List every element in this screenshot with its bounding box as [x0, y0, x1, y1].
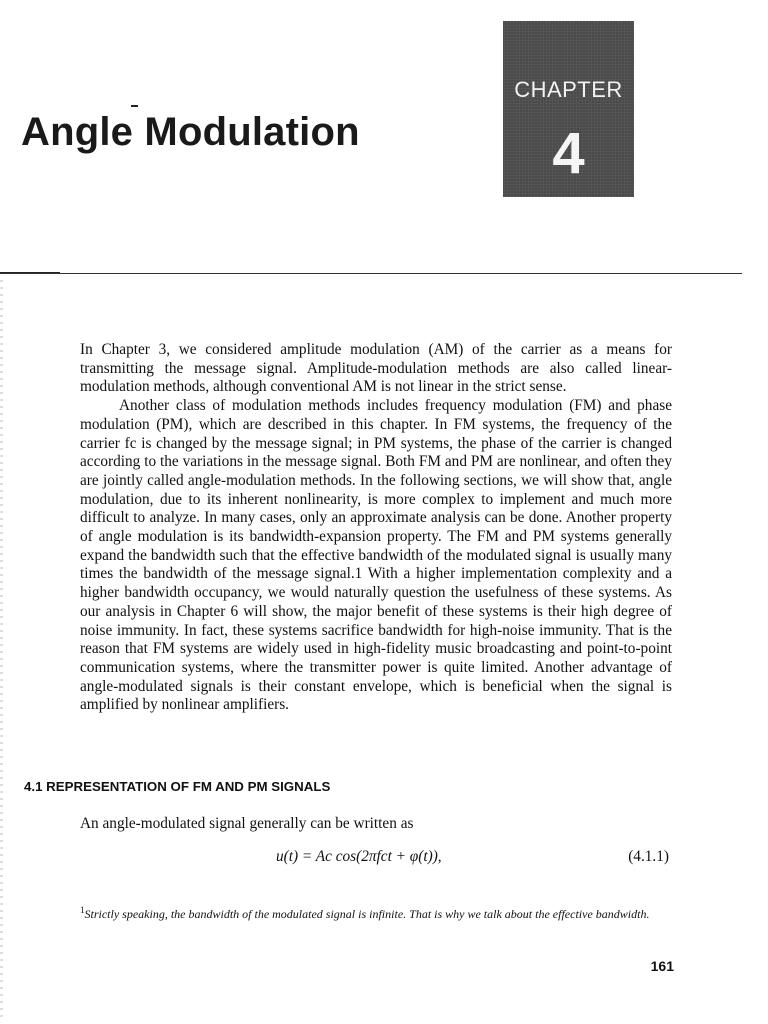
footnote-marker: 1	[80, 905, 85, 915]
chapter-title: Angle Modulation	[21, 110, 360, 154]
scan-edge	[0, 280, 3, 1020]
chapter-badge	[503, 21, 634, 197]
footnote-text: Strictly speaking, the bandwidth of the modulated signal is infinite. That is why we talk about the effective bandwidth.	[84, 907, 650, 921]
intro-paragraph: Another class of modulation methods includes frequency modulation (FM) and phase modulation (PM), which are described in this chapter. In FM systems, the frequency of the carrier fc is changed by the message signal; in PM systems, the phase of the carrier is changed according to the variations in the message signal. Both FM and PM are nonlinear, and often they are jointly called angle-modulation methods. In the following sections, we will show that, angle modulation, due to its inherent nonlinearity, is more complex to implement and much more difficult to analyze. In many cases, only an approximate analysis can be done. Another property of angle modulation is its bandwidth-expansion property. The FM and PM systems generally expand the bandwidth such that the effective bandwidth of the modulated signal is usually many times the bandwidth of the message signal.1 With a higher implementation complexity and a higher bandwidth occupancy, we would naturally question the usefulness of these systems. As our analysis in Chapter 6 will show, the major benefit of these systems is their high degree of noise immunity. In fact, these systems sacrifice bandwidth for high-noise immunity. That is the reason that FM systems are widely used in high-fidelity music broadcasting and point-to-point communication systems, where the transmitter power is quite limited. Another advantage of angle-modulated signals is their constant envelope, which is beneficial when the signal is amplified by nonlinear amplifiers.	[80, 397, 672, 714]
section-text: An angle-modulated signal generally can be written as	[80, 815, 414, 832]
section-heading: 4.1 REPRESENTATION OF FM AND PM SIGNALS	[24, 779, 331, 794]
equation-number: (4.1.1)	[628, 848, 669, 865]
page-number: 161	[650, 958, 674, 974]
intro-text	[80, 341, 672, 715]
footnote	[80, 902, 674, 922]
intro-paragraph: In Chapter 3, we considered amplitude modulation (AM) of the carrier as a means for transmitting the message signal. Amplitude-modulation methods are also called linear-modulation methods, although conventional AM is not linear in the strict sense.	[80, 341, 672, 396]
chapter-number: 4	[552, 121, 585, 186]
header-rule	[0, 273, 742, 274]
equation	[80, 848, 672, 870]
equation-expression: u(t) = Ac cos(2πfct + φ(t)),	[276, 848, 442, 865]
scan-mark	[131, 105, 138, 107]
chapter-label: CHAPTER	[514, 77, 623, 102]
